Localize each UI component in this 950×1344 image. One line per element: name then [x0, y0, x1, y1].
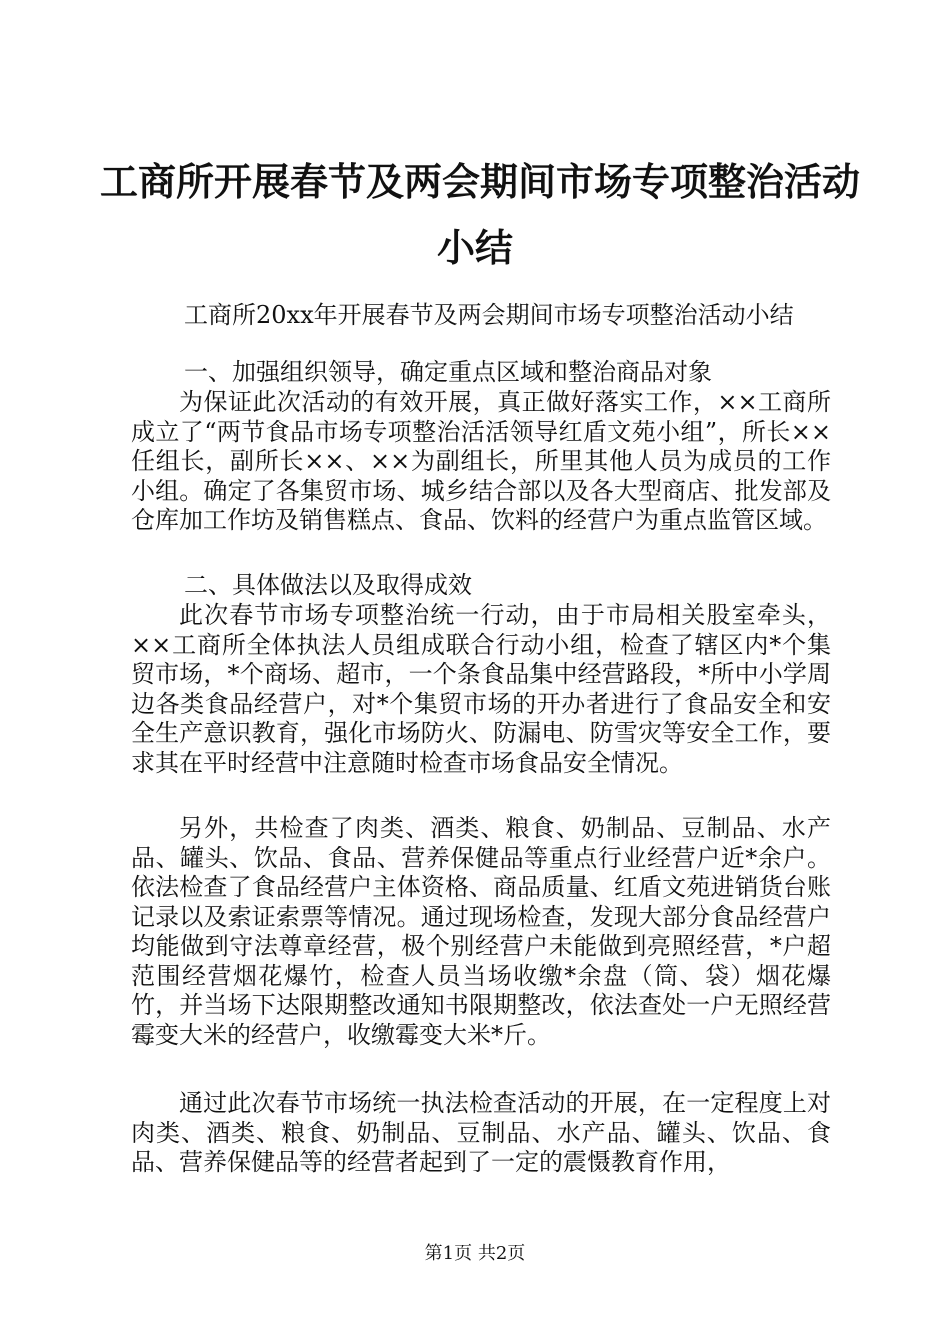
section-paragraph-2: 此次春节市场专项整治统一行动，由于市局相关股室牵头，××工商所全体执法人员组成联合行动小组，检查了辖区内*个集贸市场，*个商场、超市，一个条食品集中经营路段，*所中小学周边各类食品经营户，对*个集贸市场的开办者进行了食品安全和安全生产意识教育，强化市场防火、防漏电、防雪灾等安全工作，要求其在平时经营中注意随时检查市场食品安全情况。 [131, 601, 831, 777]
paragraph-3: 另外，共检查了肉类、酒类、粮食、奶制品、豆制品、水产品、罐头、饮品、食品、营养保健品等重点行业经营户近*余户。依法检查了食品经营户主体资格、商品质量、红盾文苑进销货台账记录以及索证索票等情况。通过现场检查，发现大部分食品经营户均能做到守法尊章经营，极个别经营户未能做到亮照经营，*户超范围经营烟花爆竹，检查人员当场收缴*余盘（筒、袋）烟花爆竹，并当场下达限期整改通知书限期整改，依法查处一户无照经营霉变大米的经营户，收缴霉变大米*斤。 [131, 814, 831, 1049]
section-heading-1: 一、加强组织领导，确定重点区域和整治商品对象 [184, 358, 712, 386]
section-heading-2: 二、具体做法以及取得成效 [184, 571, 472, 599]
section-paragraph-1: 为保证此次活动的有效开展，真正做好落实工作，××工商所成立了“两节食品市场专项整治活活领导红盾文苑小组”，所长××任组长，副所长××、××为副组长，所里其他人员为成员的工作小组。确定了各集贸市场、城乡结合部以及各大型商店、批发部及仓库加工作坊及销售糕点、食品、饮料的经营户为重点监管区域。 [131, 388, 831, 534]
document-title-line-2: 小结 [436, 225, 513, 270]
document-subtitle: 工商所20xx年开展春节及两会期间市场专项整治活动小结 [184, 301, 794, 329]
document-title-line-1: 工商所开展春节及两会期间市场专项整治活动 [100, 159, 861, 204]
page-footer: 第1页 共2页 [424, 1243, 526, 1264]
paragraph-4: 通过此次春节市场统一执法检查活动的开展，在一定程度上对肉类、酒类、粮食、奶制品、豆制品、水产品、罐头、饮品、食品、营养保健品等的经营者起到了一定的震慑教育作用， [131, 1089, 831, 1176]
